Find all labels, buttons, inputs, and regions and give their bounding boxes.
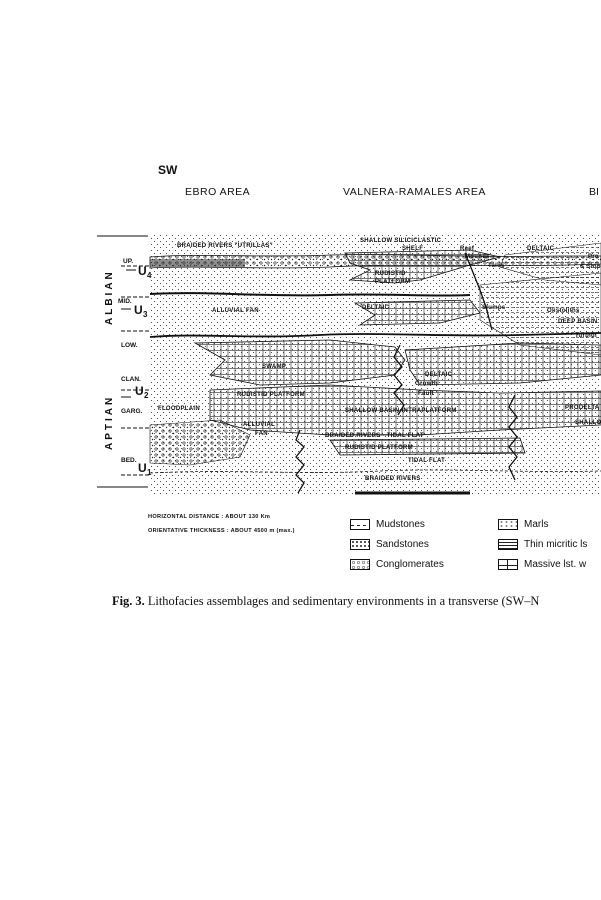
env-label-fan: FAN xyxy=(255,431,268,437)
env-label-tidal-flat: TIDAL FLAT xyxy=(408,458,446,464)
legend-item-marls: Marls xyxy=(498,519,548,530)
env-label-deltaic-top: DELTAIC xyxy=(527,246,555,252)
env-label-platform: PLATFORM xyxy=(375,279,411,285)
legend-item-sandstones: Sandstones xyxy=(350,539,429,550)
env-label-alluvial-fan: ALLUVIAL FAN xyxy=(212,308,259,314)
period-label-albian: ALBIAN xyxy=(104,269,115,325)
stage-label-mid: MID. xyxy=(118,298,132,305)
area-label-bi: BI xyxy=(589,186,599,198)
svg-text:2: 2 xyxy=(144,391,149,400)
env-label-alluvial: ALLUVIAL xyxy=(243,422,276,428)
env-label-rudistid: RUDISTID xyxy=(375,271,406,277)
stage-label-bed: BED. xyxy=(121,457,137,464)
svg-text:U: U xyxy=(134,303,143,317)
env-label-braided-tidal: BRAIDED RIVERS - TIDAL FLAT xyxy=(325,433,424,439)
legend-swatch-marls xyxy=(498,519,518,530)
note-thickness: ORIENTATIVE THICKNESS : ABOUT 4500 m (max.) xyxy=(148,528,295,534)
svg-text:4: 4 xyxy=(147,271,152,280)
figure-caption-label: Fig. 3. xyxy=(112,594,145,608)
legend-swatch-thin-micritic xyxy=(498,539,518,550)
legend-swatch-massive-lst xyxy=(498,559,518,570)
env-label-rudistid-platform: RUDISTID PLATFORM xyxy=(237,392,305,398)
svg-text:U: U xyxy=(135,384,144,398)
env-label-reef: Reef xyxy=(460,246,475,252)
cross-section-diagram xyxy=(0,225,601,510)
stage-label-clan: CLAN. xyxy=(121,376,141,383)
env-label-shelf: SHELF xyxy=(402,246,424,252)
direction-label-sw: SW xyxy=(158,163,178,177)
env-label-shallow-siliciclastic: SHALLOW SILICICLASTIC xyxy=(360,238,442,244)
legend-item-mudstones: Mudstones xyxy=(350,519,425,530)
unit-label-u1 xyxy=(138,461,152,477)
legend-swatch-conglomerates xyxy=(350,559,370,570)
env-label-olistoliths: Olistoliths xyxy=(547,308,580,314)
svg-text:U: U xyxy=(138,461,147,475)
dark-band-u4 xyxy=(150,259,245,267)
env-label-growth: Growth xyxy=(415,381,438,387)
note-horizontal-distance: HORIZONTAL DISTANCE : ABOUT 130 Km xyxy=(148,514,271,520)
env-label-slumps: Slumps xyxy=(482,305,506,311)
env-label-braided-rivers: BRAIDED RIVERS xyxy=(365,476,421,482)
stage-label-up: UP. xyxy=(123,258,133,265)
legend-item-massive-lst: Massive lst. w xyxy=(498,559,586,570)
area-label-valnera-ramales: VALNERA-RAMALES AREA xyxy=(343,186,486,198)
env-label-mounds: Mounds xyxy=(465,254,490,260)
env-label-turbidi: Turbidi xyxy=(575,333,597,339)
env-label-deltaic-mid: DELTAIC xyxy=(362,305,390,311)
area-label-ebro: EBRO AREA xyxy=(185,186,251,198)
env-label-floodplain: FLOODPLAIN xyxy=(158,406,200,412)
figure-caption-text: Lithofacies assemblages and sedimentary environments in a transverse (SW–N xyxy=(147,594,540,608)
env-label-swamp: SWAMP xyxy=(262,364,287,370)
env-label-talus: Talus xyxy=(488,263,505,269)
env-label-fault: Fault xyxy=(418,391,434,397)
env-label-prodelta: PRODELTA xyxy=(565,405,600,411)
legend-item-thin-micritic: Thin micritic ls xyxy=(498,539,587,550)
figure-caption xyxy=(112,594,539,609)
unit-label-u2 xyxy=(121,384,149,400)
env-label-braided-utrillas: BRAIDED RIVERS "UTRILLAS" xyxy=(177,243,273,249)
env-label-slop: & Slop xyxy=(580,264,601,270)
legend-item-conglomerates: Conglomerates xyxy=(350,559,444,570)
svg-text:3: 3 xyxy=(143,310,148,319)
env-label-pro: Pro xyxy=(588,254,599,260)
env-label-deep-basin: DEEP BASIN xyxy=(558,319,598,325)
env-label-rudistid-platform-low: RUDISTID PLATFORM xyxy=(345,445,413,451)
env-label-shallo: SHALLO xyxy=(575,420,601,426)
legend-swatch-sandstones xyxy=(350,539,370,550)
unit-label-u3 xyxy=(121,303,148,319)
env-label-deltaic-low: DELTAIC xyxy=(425,372,453,378)
legend-swatch-mudstones xyxy=(350,519,370,530)
svg-text:1: 1 xyxy=(147,468,152,477)
stage-label-garg: GARG. xyxy=(121,408,143,415)
period-label-aptian: APTIAN xyxy=(104,394,115,450)
stage-label-low: LOW. xyxy=(121,342,138,349)
svg-text:U: U xyxy=(138,264,147,278)
env-label-shallow-basin: SHALLOW BASIN INTRAPLATFORM xyxy=(345,408,457,414)
